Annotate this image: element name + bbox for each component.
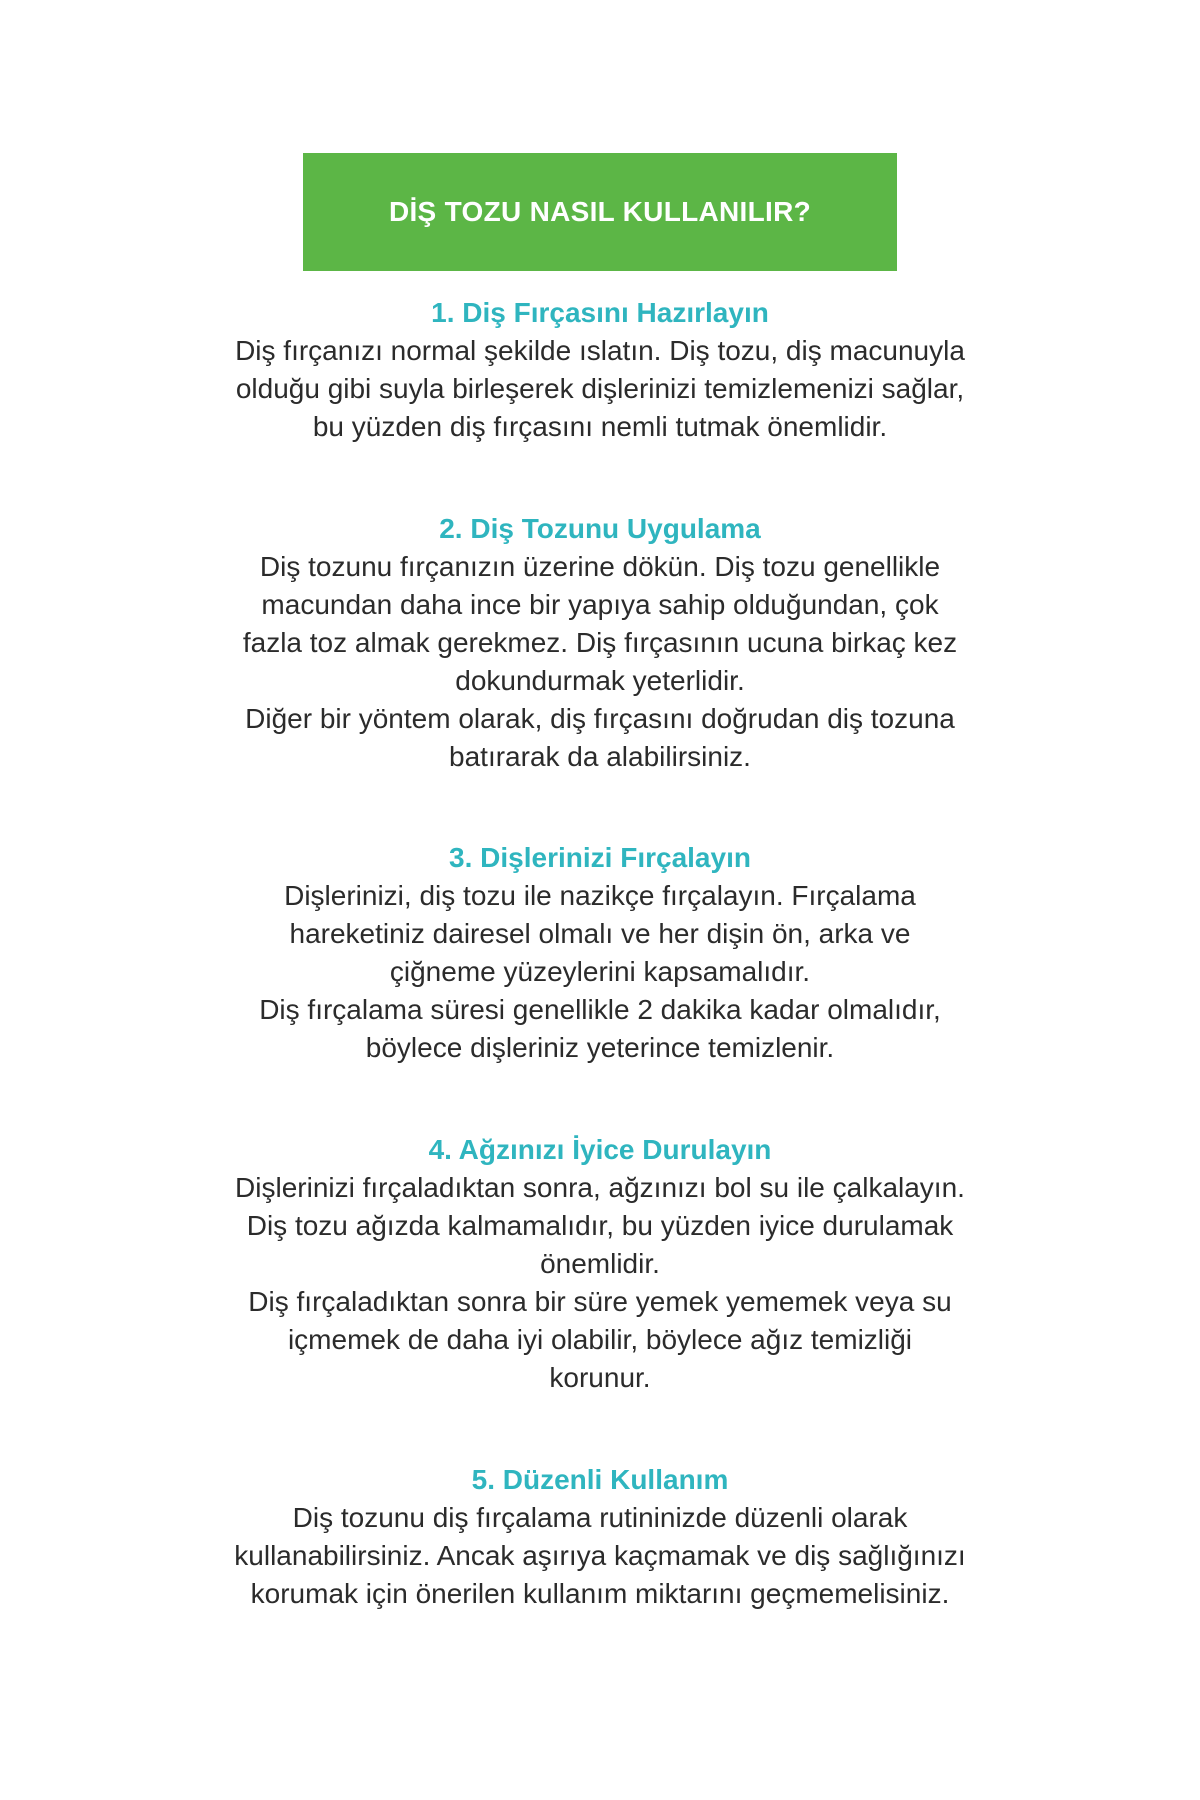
step-heading-5: 5. Düzenli Kullanım xyxy=(471,1464,729,1495)
step-body-2 xyxy=(150,548,1050,776)
step-1-line: Diş fırçanızı normal şekilde ıslatın. Diş tozu, diş macunuyla xyxy=(235,335,965,366)
step-section-3 xyxy=(150,839,1050,1067)
step-section-2 xyxy=(150,510,1050,776)
step-5-line: Diş tozunu diş fırçalama rutininizde düzenli olarak xyxy=(292,1502,908,1533)
step-2-line: Diş tozunu fırçanızın üzerine dökün. Diş tozu genellikle xyxy=(259,551,941,582)
step-4-line: korunur. xyxy=(549,1362,651,1393)
step-body-3 xyxy=(150,877,1050,1067)
step-body-1 xyxy=(150,332,1050,446)
step-1-line: olduğu gibi suyla birleşerek dişlerinizi temizlemenizi sağlar, xyxy=(235,373,965,404)
step-3-line: Dişlerinizi, diş tozu ile nazikçe fırçalayın. Fırçalama xyxy=(284,880,916,911)
step-4-line: içmemek de daha iyi olabilir, böylece ağız temizliği xyxy=(287,1324,913,1355)
step-4-line: Dişlerinizi fırçaladıktan sonra, ağzınızı bol su ile çalkalayın. xyxy=(235,1172,965,1203)
step-2-line: fazla toz almak gerekmez. Diş fırçasının ucuna birkaç kez xyxy=(242,627,958,658)
step-2-line: batırarak da alabilirsiniz. xyxy=(449,741,751,772)
step-section-5 xyxy=(150,1461,1050,1613)
step-3-line: böylece dişleriniz yeterince temizlenir. xyxy=(365,1032,835,1063)
step-section-4 xyxy=(150,1131,1050,1397)
step-5-line: kullanabilirsiniz. Ancak aşırıya kaçmamak ve diş sağlığınızı xyxy=(234,1540,966,1571)
step-4-line: Diş fırçaladıktan sonra bir süre yemek yememek veya su xyxy=(248,1286,952,1317)
step-section-1 xyxy=(150,294,1050,446)
step-1-line: bu yüzden diş fırçasını nemli tutmak önemlidir. xyxy=(312,411,888,442)
step-body-5 xyxy=(150,1499,1050,1613)
step-4-line: önemlidir. xyxy=(540,1248,660,1279)
step-3-line: Diş fırçalama süresi genellikle 2 dakika kadar olmalıdır, xyxy=(259,994,941,1025)
step-5-line: korumak için önerilen kullanım miktarını geçmemelisiniz. xyxy=(250,1578,950,1609)
step-body-4 xyxy=(150,1169,1050,1397)
step-3-line: hareketiniz dairesel olmalı ve her dişin ön, arka ve xyxy=(289,918,911,949)
step-3-line: çiğneme yüzeylerini kapsamalıdır. xyxy=(389,956,811,987)
step-heading-1: 1. Diş Fırçasını Hazırlayın xyxy=(431,297,769,328)
title-banner xyxy=(303,153,897,271)
step-2-line: dokundurmak yeterlidir. xyxy=(455,665,745,696)
step-heading-4: 4. Ağzınızı İyice Durulayın xyxy=(428,1134,772,1165)
step-2-line: macundan daha ince bir yapıya sahip olduğundan, çok xyxy=(261,589,939,620)
step-2-line: Diğer bir yöntem olarak, diş fırçasını doğrudan diş tozuna xyxy=(245,703,955,734)
step-heading-2: 2. Diş Tozunu Uygulama xyxy=(439,513,761,544)
step-heading-3: 3. Dişlerinizi Fırçalayın xyxy=(449,842,751,873)
page-title: DİŞ TOZU NASIL KULLANILIR? xyxy=(388,196,812,227)
step-4-line: Diş tozu ağızda kalmamalıdır, bu yüzden iyice durulamak xyxy=(246,1210,954,1241)
